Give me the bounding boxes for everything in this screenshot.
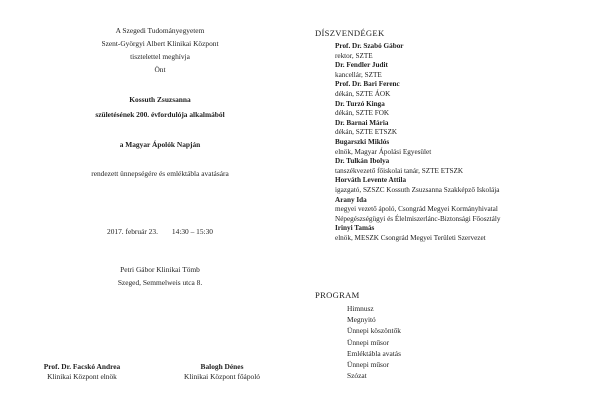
guest-name: Dr. Turzó Kinga bbox=[335, 99, 385, 108]
guest-name: Bugarszki Miklós bbox=[335, 137, 390, 146]
event-date: 2017. február 23. bbox=[107, 227, 158, 236]
guest-role: elnök, MESZK Csongrád Megyei Területi Szervezet bbox=[335, 233, 486, 242]
guest-item bbox=[335, 61, 590, 80]
guest-role: megyei vezető ápoló, Csongrád Megyei Kormányhivatal bbox=[335, 205, 498, 214]
guest-role: kancellár, SZTE bbox=[335, 70, 382, 79]
program-item: Megnyitó bbox=[347, 315, 376, 325]
guest-name: Dr. Fendler Judit bbox=[335, 61, 388, 70]
anniversary-line: születésének 200. évfordulója alkalmából bbox=[95, 110, 225, 119]
guest-item bbox=[335, 80, 590, 99]
guests-program-panel bbox=[310, 0, 590, 416]
guest-item bbox=[335, 176, 590, 195]
signature-1 bbox=[22, 362, 142, 382]
guest-role: dékán, SZTE ÁOK bbox=[335, 89, 391, 98]
guest-item bbox=[335, 224, 590, 243]
guest-name: Prof. Dr. Bari Ferenc bbox=[335, 80, 400, 89]
guest-item bbox=[335, 196, 590, 225]
address-line: Szeged, Semmelweis utca 8. bbox=[117, 278, 203, 287]
program-heading: PROGRAM bbox=[315, 290, 360, 300]
guest-role: tanszékvezető főiskolai tanár, SZTE ETSZK bbox=[335, 166, 464, 175]
event-line: rendezett ünnepségére és emléktábla avatására bbox=[91, 169, 229, 178]
guest-item bbox=[335, 42, 590, 61]
guest-name: Dr. Tulkán Ibolya bbox=[335, 157, 390, 166]
guest-role: dékán, SZTE ETSZK bbox=[335, 128, 398, 137]
honoree-name: Kossuth Zsuzsanna bbox=[129, 95, 191, 104]
invitation-addressee: Önt bbox=[154, 65, 166, 74]
guests-heading: DÍSZVENDÉGEK bbox=[315, 28, 385, 38]
guest-item bbox=[335, 157, 590, 176]
invitation-host: A Szegedi Tudományegyetem bbox=[115, 26, 205, 35]
program-list bbox=[347, 303, 401, 381]
guest-name: Prof. Dr. Szabó Gábor bbox=[335, 42, 404, 50]
guest-role: igazgató, SZSZC Kossuth Zsuzsanna Szakképző Iskolája bbox=[335, 185, 500, 194]
guest-item bbox=[335, 100, 590, 119]
signature-2-title: Klinikai Központ főápoló bbox=[184, 372, 260, 381]
program-item: Emléktábla avatás bbox=[347, 348, 401, 358]
venue-line: Petri Gábor Klinikai Tömb bbox=[120, 265, 200, 274]
invitation-host-unit: Szent-Györgyi Albert Klinikai Központ bbox=[101, 39, 219, 48]
occasion-line: a Magyar Ápolók Napján bbox=[119, 140, 201, 149]
guest-name: Horváth Levente Attila bbox=[335, 176, 407, 185]
invitation-phrase: tisztelettel meghívja bbox=[130, 52, 190, 61]
datetime-line bbox=[40, 227, 280, 237]
guest-role: rektor, SZTE bbox=[335, 51, 373, 60]
program-item: Szózat bbox=[347, 371, 367, 381]
program-item: Himnusz bbox=[347, 304, 374, 313]
signature-1-name: Prof. Dr. Facskó Andrea bbox=[43, 362, 121, 371]
program-item: Ünnepi köszöntők bbox=[347, 326, 401, 336]
guest-name: Dr. Barnai Mária bbox=[335, 118, 389, 127]
guest-list bbox=[335, 42, 590, 243]
signature-1-title: Klinikai Központ elnök bbox=[47, 372, 117, 381]
guest-name: Irinyi Tamás bbox=[335, 224, 375, 233]
event-time: 14:30 – 15:30 bbox=[171, 227, 213, 236]
signature-2 bbox=[162, 362, 282, 382]
program-item: Ünnepi műsor bbox=[347, 360, 390, 370]
guest-role-continued: Népegészségügyi és Élelmiszerlánc-Biztonsági Főosztály bbox=[335, 214, 501, 223]
guest-item bbox=[335, 138, 590, 157]
guest-name: Arany Ida bbox=[335, 195, 367, 204]
signature-2-name: Balogh Dénes bbox=[200, 362, 244, 371]
guest-item bbox=[335, 119, 590, 138]
guest-role: dékán, SZTE FOK bbox=[335, 109, 390, 118]
program-item: Ünnepi műsor bbox=[347, 337, 390, 347]
guest-role: elnök, Magyar Ápolási Egyesület bbox=[335, 147, 432, 156]
